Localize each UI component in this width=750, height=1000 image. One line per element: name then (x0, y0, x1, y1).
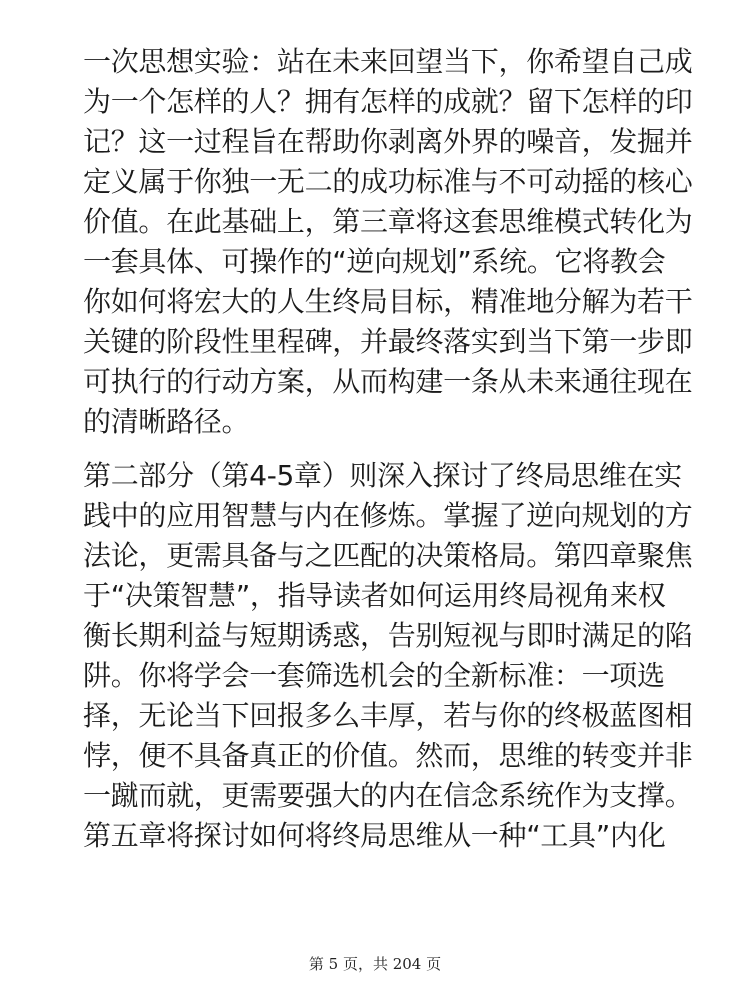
text-line: 为一个怎样的人？拥有怎样的成就？留下怎样的印 (83, 85, 693, 118)
text-line: 于“决策智慧”，指导读者如何运用终局视角来权 (83, 579, 666, 612)
text-line: 定义属于你独一无二的成功标准与不可动摇的核心 (83, 165, 693, 198)
text-line: 法论，更需具备与之匹配的决策格局。第四章聚焦 (83, 539, 693, 572)
paragraph-2 (83, 456, 693, 856)
text-line: 衡长期利益与短期诱惑，告别短视与即时满足的陷 (83, 619, 693, 652)
text-line: 择，无论当下回报多么丰厚，若与你的终极蓝图相 (83, 699, 693, 732)
body-text (83, 42, 693, 856)
page-number-footer: 第 5 页，共 204 页 (308, 955, 442, 973)
text-line: 可执行的行动方案，从而构建一条从未来通往现在 (83, 365, 693, 398)
text-line: 价值。在此基础上，第三章将这套思维模式转化为 (83, 205, 693, 238)
text-line: 阱。你将学会一套筛选机会的全新标准：一项选 (83, 659, 665, 692)
text-line: 记？这一过程旨在帮助你剥离外界的噪音，发掘并 (83, 125, 693, 158)
text-line: 第二部分（第4-5章）则深入探讨了终局思维在实 (83, 459, 682, 492)
text-line: 一蹴而就，更需要强大的内在信念系统作为支撑。 (83, 779, 693, 812)
text-line: 悖，便不具备真正的价值。然而，思维的转变并非 (83, 739, 693, 772)
text-line: 一套具体、可操作的“逆向规划”系统。它将教会 (83, 245, 666, 278)
text-line: 践中的应用智慧与内在修炼。掌握了逆向规划的方 (83, 499, 693, 532)
text-line: 你如何将宏大的人生终局目标，精准地分解为若干 (83, 285, 693, 318)
text-line: 一次思想实验：站在未来回望当下，你希望自己成 (83, 45, 693, 78)
paragraph-1 (83, 42, 693, 442)
text-line: 关键的阶段性里程碑，并最终落实到当下第一步即 (83, 325, 693, 358)
text-line: 第五章将探讨如何将终局思维从一种“工具”内化 (83, 819, 666, 852)
text-line: 的清晰路径。 (83, 405, 250, 438)
